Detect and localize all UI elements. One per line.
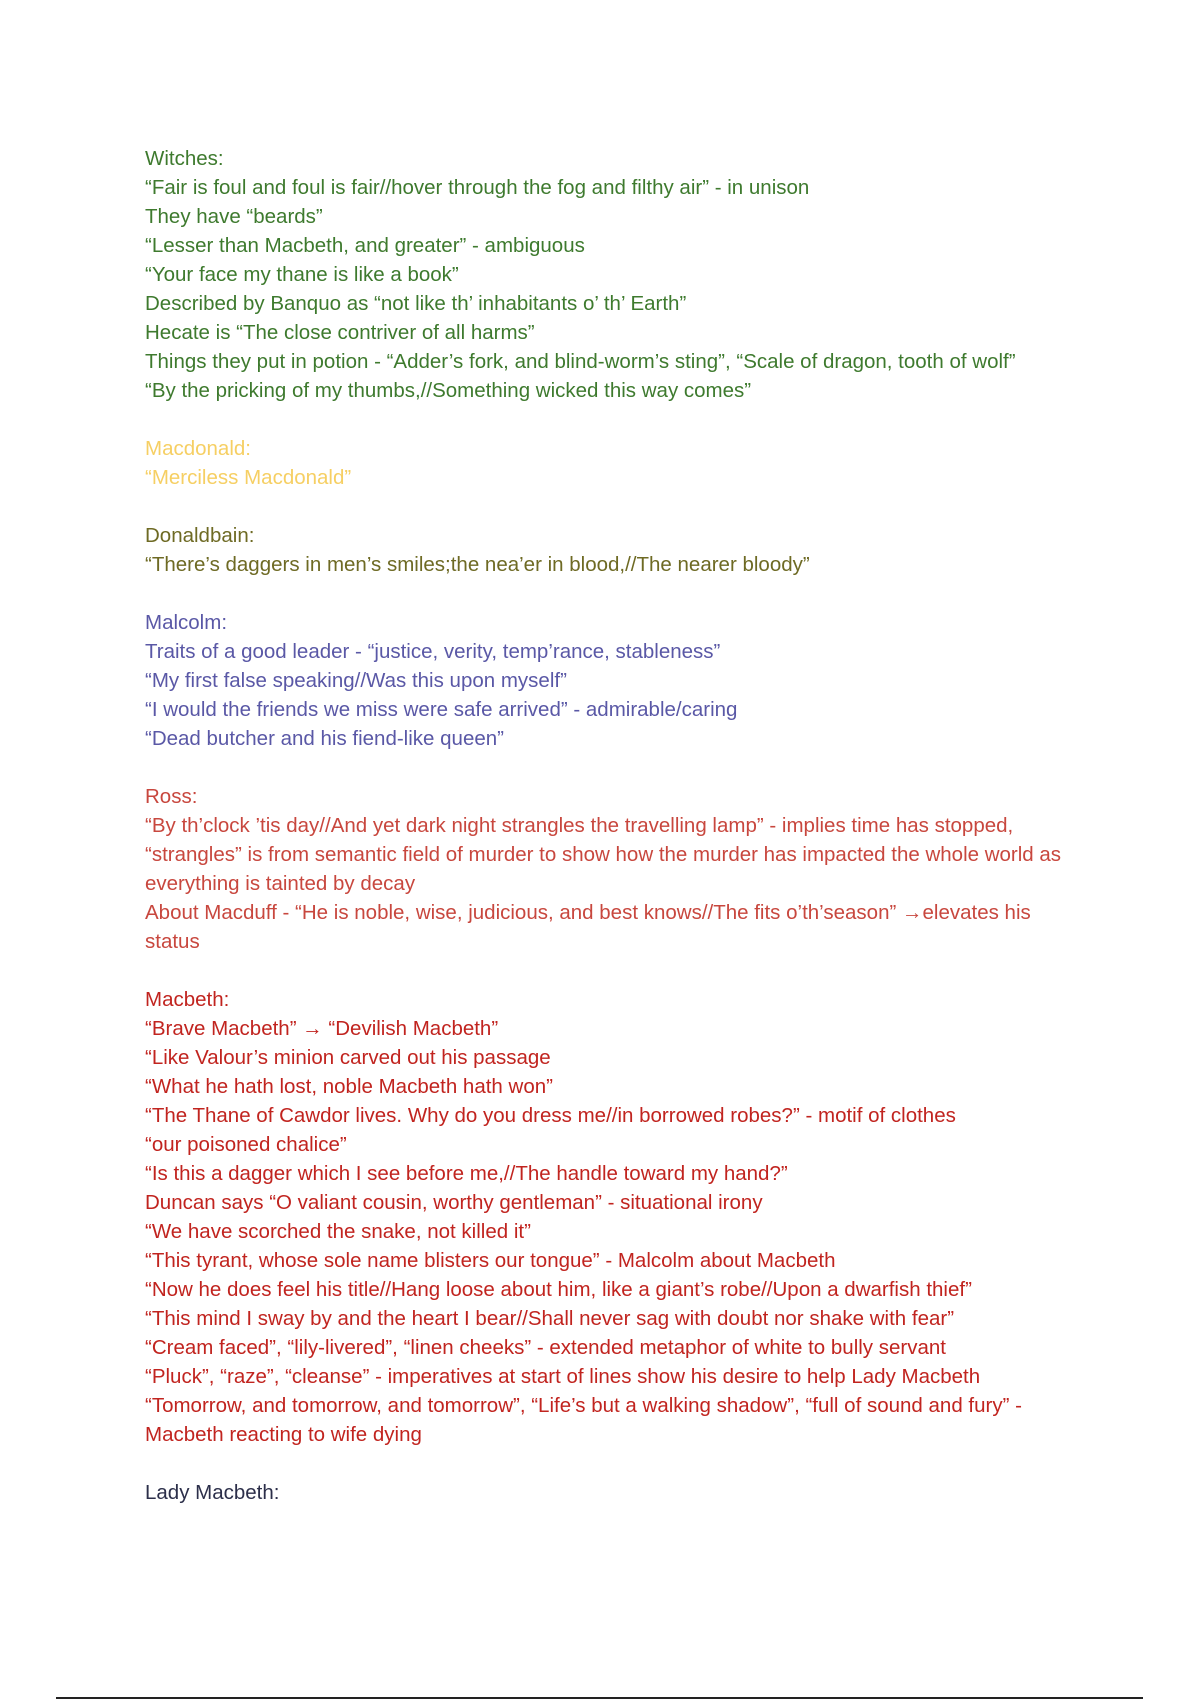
quote-line: Described by Banquo as “not like th’ inhabitants o’ th’ Earth” <box>145 292 687 315</box>
section-heading: Donaldbain: <box>145 524 255 547</box>
quote-line: “Now he does feel his title//Hang loose about him, like a giant’s robe//Upon a dwarfish thief” <box>145 1278 972 1301</box>
quote-line: “Fair is foul and foul is fair//hover through the fog and filthy air” - in unison <box>145 176 810 199</box>
section-heading: Malcolm: <box>145 611 228 634</box>
quote-line: “our poisoned chalice” <box>145 1133 347 1156</box>
quote-line: “Dead butcher and his fiend-like queen” <box>145 727 504 750</box>
quote-line: “My first false speaking//Was this upon myself” <box>145 669 567 692</box>
quote-line: “Brave Macbeth” → “Devilish Macbeth” <box>145 1017 499 1040</box>
section-ross <box>145 782 1065 956</box>
section-witches <box>145 144 1065 405</box>
section-malcolm <box>145 608 1065 753</box>
quote-line: “By the pricking of my thumbs,//Something wicked this way comes” <box>145 379 752 402</box>
section-heading: Lady Macbeth: <box>145 1481 280 1504</box>
section-heading: Macbeth: <box>145 988 230 1011</box>
section-heading: Witches: <box>145 147 224 170</box>
quote-line: “This mind I sway by and the heart I bear//Shall never sag with doubt nor shake with fear” <box>145 1307 955 1330</box>
section-heading: Macdonald: <box>145 437 251 460</box>
section-heading: Ross: <box>145 785 198 808</box>
quote-line: “Lesser than Macbeth, and greater” - ambiguous <box>145 234 585 257</box>
quote-line: “Cream faced”, “lily-livered”, “linen cheeks” - extended metaphor of white to bully servant <box>145 1336 946 1359</box>
section-lady-macbeth <box>145 1478 1065 1507</box>
section-donaldbain <box>145 521 1065 579</box>
quote-line: “I would the friends we miss were safe arrived” - admirable/caring <box>145 698 738 721</box>
section-macdonald <box>145 434 1065 492</box>
quote-line: “There’s daggers in men’s smiles;the nea’er in blood,//The nearer bloody” <box>145 553 810 576</box>
quote-line: “We have scorched the snake, not killed it” <box>145 1220 531 1243</box>
quote-line: Hecate is “The close contriver of all harms” <box>145 321 535 344</box>
quote-line: “By th’clock ’tis day//And yet dark night strangles the travelling lamp” - implies time has stopped, “strangles” is from semantic field of murder to show how the murder has impacted the whole world as everything is tainted by decay <box>145 814 1067 895</box>
quote-line: Things they put in potion - “Adder’s fork, and blind-worm’s sting”, “Scale of dragon, tooth of wolf” <box>145 350 1016 373</box>
quote-line: “Your face my thane is like a book” <box>145 263 459 286</box>
section-macbeth <box>145 985 1065 1449</box>
quote-line: “Tomorrow, and tomorrow, and tomorrow”, “Life’s but a walking shadow”, “full of sound and fury” - Macbeth reacting to wife dying <box>145 1394 1028 1446</box>
quote-line: “What he hath lost, noble Macbeth hath won” <box>145 1075 553 1098</box>
quote-line: They have “beards” <box>145 205 323 228</box>
quote-line: About Macduff - “He is noble, wise, judicious, and best knows//The fits o’th’season” →elevates his status <box>145 901 1037 953</box>
quote-line: “Pluck”, “raze”, “cleanse” - imperatives at start of lines show his desire to help Lady Macbeth <box>145 1365 981 1388</box>
quote-line: Duncan says “O valiant cousin, worthy gentleman” - situational irony <box>145 1191 763 1214</box>
quote-line: “Like Valour’s minion carved out his passage <box>145 1046 551 1069</box>
quote-line: “Merciless Macdonald” <box>145 466 352 489</box>
page-bottom-rule <box>56 1697 1143 1699</box>
quote-line: “Is this a dagger which I see before me,//The handle toward my hand?” <box>145 1162 788 1185</box>
quote-line: Traits of a good leader - “justice, verity, temp’rance, stableness” <box>145 640 721 663</box>
quote-line: “The Thane of Cawdor lives. Why do you dress me//in borrowed robes?” - motif of clothes <box>145 1104 956 1127</box>
quote-line: “This tyrant, whose sole name blisters our tongue” - Malcolm about Macbeth <box>145 1249 836 1272</box>
notes-document <box>145 144 1065 1536</box>
